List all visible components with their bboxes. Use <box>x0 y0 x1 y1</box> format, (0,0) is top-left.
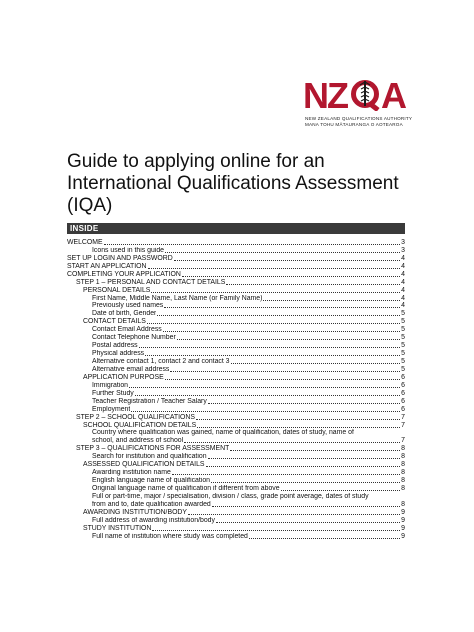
toc-entry-label: SET UP LOGIN AND PASSWORD <box>67 254 173 262</box>
toc-page-number: 4 <box>401 302 405 310</box>
toc-entry[interactable] <box>67 303 405 311</box>
toc-dot-leader <box>208 403 400 404</box>
toc-entry[interactable] <box>67 374 405 382</box>
toc-entry[interactable] <box>67 406 405 414</box>
toc-entry-label: START AN APPLICATION <box>67 262 147 270</box>
toc-entry-label: STEP 2 – SCHOOL QUALIFICATIONS <box>76 413 195 421</box>
toc-dot-leader <box>129 387 400 388</box>
toc-dot-leader <box>172 474 400 475</box>
logo-q-emblem-icon <box>351 79 381 111</box>
toc-entry[interactable] <box>67 390 405 398</box>
toc-page-number: 8 <box>401 453 405 461</box>
toc-entry-label: Awarding institution name <box>92 469 171 477</box>
toc-dot-leader <box>206 466 401 467</box>
toc-page-number: 4 <box>401 286 405 294</box>
toc-entry-label-continued: school, and address of school <box>92 437 184 445</box>
toc-entry-label: Date of birth, Gender <box>92 310 157 318</box>
toc-entry[interactable] <box>67 453 405 461</box>
toc-entry-label: Teacher Registration / Teacher Salary <box>92 397 207 405</box>
logo-letter-n: N <box>303 75 330 116</box>
toc-entry-label: COMPLETING YOUR APPLICATION <box>67 270 181 278</box>
toc-entry-label: Alternative email address <box>92 365 170 373</box>
toc-dot-leader <box>263 300 400 301</box>
toc-entry[interactable] <box>67 334 405 342</box>
toc-page-number: 8 <box>401 445 405 453</box>
toc-entry-label: Contact Telephone Number <box>92 334 176 342</box>
toc-entry-continued[interactable] <box>67 501 405 509</box>
toc-entry[interactable] <box>67 326 405 334</box>
toc-entry-label: Country where qualification was gained, name of qualification, dates of study, name of <box>92 429 354 437</box>
toc-page-number: 8 <box>401 469 405 477</box>
toc-entry[interactable] <box>67 358 405 366</box>
toc-page-number: 5 <box>401 318 405 326</box>
toc-dot-leader <box>196 419 400 420</box>
toc-entry[interactable] <box>67 493 405 501</box>
toc-entry[interactable] <box>67 430 405 438</box>
toc-entry[interactable] <box>67 366 405 374</box>
logo-wordmark <box>303 75 413 116</box>
toc-page-number: 8 <box>401 500 405 508</box>
toc-entry-label: Full name of institution where study was completed <box>92 532 248 540</box>
toc-dot-leader <box>281 490 401 491</box>
toc-page-number: 6 <box>401 397 405 405</box>
toc-dot-leader <box>165 252 400 253</box>
toc-page-number: 6 <box>401 373 405 381</box>
toc-page-number: 9 <box>401 532 405 540</box>
toc-entry-label: Search for institution and qualification <box>92 453 207 461</box>
toc-dot-leader <box>177 339 400 340</box>
toc-entry-label: Full address of awarding institution/body <box>92 516 215 524</box>
toc-page-number: 9 <box>401 524 405 532</box>
toc-entry[interactable] <box>67 398 405 406</box>
toc-dot-leader <box>147 323 400 324</box>
toc-page-number: 4 <box>401 278 405 286</box>
toc-page-number: 4 <box>401 294 405 302</box>
toc-page-number: 7 <box>401 421 405 429</box>
toc-dot-leader <box>157 315 400 316</box>
toc-entry[interactable] <box>67 263 405 271</box>
toc-page-number: 5 <box>401 365 405 373</box>
toc-entry[interactable] <box>67 469 405 477</box>
toc-page-number: 5 <box>401 310 405 318</box>
toc-page-number: 5 <box>401 358 405 366</box>
toc-page-number: 5 <box>401 334 405 342</box>
toc-entry[interactable] <box>67 477 405 485</box>
inside-section-bar <box>67 223 405 234</box>
toc-entry-label: English language name of qualification <box>92 477 210 485</box>
toc-entry-label: Full or part-time, major / specialisation, division / class, grade point average, dates of study <box>92 492 369 500</box>
toc-entry-label: First Name, Middle Name, Last Name (or Family Name) <box>92 294 263 302</box>
toc-dot-leader <box>212 506 400 507</box>
toc-entry[interactable] <box>67 287 405 295</box>
logo-tagline-english: NEW ZEALAND QUALIFICATIONS AUTHORITY <box>305 116 413 121</box>
toc-entry[interactable] <box>67 247 405 255</box>
toc-entry[interactable] <box>67 279 405 287</box>
toc-entry-label: Immigration <box>92 381 128 389</box>
logo-letter-a: A <box>381 75 408 116</box>
toc-dot-leader <box>182 276 400 277</box>
toc-entry-label: Original language name of qualification if different from above <box>92 485 280 493</box>
toc-entry[interactable] <box>67 485 405 493</box>
toc-entry-label: STUDY INSTITUTION <box>83 524 152 532</box>
toc-page-number: 4 <box>401 262 405 270</box>
toc-entry-label: Contact Email Address <box>92 326 162 334</box>
toc-dot-leader <box>148 268 401 269</box>
toc-page-number: 4 <box>401 254 405 262</box>
toc-entry-label: Employment <box>92 405 131 413</box>
toc-entry[interactable] <box>67 239 405 247</box>
toc-entry-label: SCHOOL QUALIFICATION DETAILS <box>83 421 197 429</box>
toc-dot-leader <box>230 450 400 451</box>
toc-page-number: 3 <box>401 238 405 246</box>
inside-label: INSIDE <box>70 224 99 233</box>
toc-entry[interactable] <box>67 525 405 533</box>
toc-page-number: 7 <box>401 413 405 421</box>
toc-dot-leader <box>152 530 400 531</box>
toc-entry-label-continued: from and to, date qualification awarded <box>92 500 211 508</box>
toc-entry-label: Icons used in this guide <box>92 246 165 254</box>
toc-dot-leader <box>197 427 400 428</box>
toc-entry[interactable] <box>67 445 405 453</box>
toc-entry-label: Further Study <box>92 389 134 397</box>
toc-dot-leader <box>164 307 400 308</box>
toc-page-number: 6 <box>401 405 405 413</box>
toc-entry-label: STEP 3 – QUALIFICATIONS FOR ASSESSMENT <box>76 445 230 453</box>
toc-page-number: 6 <box>401 389 405 397</box>
toc-dot-leader <box>151 292 400 293</box>
toc-entry[interactable] <box>67 422 405 430</box>
toc-entry[interactable] <box>67 295 405 303</box>
toc-dot-leader <box>139 347 401 348</box>
toc-page-number: 9 <box>401 516 405 524</box>
toc-page-number: 8 <box>401 485 405 493</box>
toc-page-number: 7 <box>401 437 405 445</box>
toc-entry[interactable] <box>67 461 405 469</box>
toc-entry[interactable] <box>67 342 405 350</box>
toc-dot-leader <box>216 522 400 523</box>
toc-entry[interactable] <box>67 271 405 279</box>
toc-entry-label: STEP 1 – PERSONAL AND CONTACT DETAILS <box>76 278 226 286</box>
toc-dot-leader <box>145 355 400 356</box>
toc-page-number: 8 <box>401 461 405 469</box>
toc-page-number: 9 <box>401 508 405 516</box>
toc-entry-label: APPLICATION PURPOSE <box>83 373 164 381</box>
toc-entry[interactable] <box>67 350 405 358</box>
logo-tagline-maori: MANA TOHU MĀTAURANGA O AOTEAROA <box>305 122 403 127</box>
toc-dot-leader <box>170 371 400 372</box>
toc-dot-leader <box>163 331 400 332</box>
toc-dot-leader <box>135 395 400 396</box>
toc-page-number: 5 <box>401 350 405 358</box>
toc-dot-leader <box>184 442 400 443</box>
document-title: Guide to applying online for an International Qualifications Assessment (IQA) <box>67 151 399 216</box>
toc-entry[interactable] <box>67 255 405 263</box>
toc-entry-label: PERSONAL DETAILS <box>83 286 151 294</box>
toc-dot-leader <box>165 379 400 380</box>
toc-entry-label: Postal address <box>92 342 138 350</box>
toc-entry[interactable] <box>67 310 405 318</box>
toc-entry-label: AWARDING INSTITUTION/BODY <box>83 508 187 516</box>
toc-dot-leader <box>174 260 400 261</box>
toc-entry-label: Previously used names <box>92 302 164 310</box>
toc-entry-label: Physical address <box>92 350 145 358</box>
toc-entry-label: ASSESSED QUALIFICATION DETAILS <box>83 461 205 469</box>
toc-page-number: 5 <box>401 326 405 334</box>
toc-page-number: 8 <box>401 477 405 485</box>
toc-entry[interactable] <box>67 318 405 326</box>
table-of-contents <box>67 239 405 541</box>
toc-page-number: 3 <box>401 246 405 254</box>
toc-entry[interactable] <box>67 509 405 517</box>
nzqa-logo <box>303 75 413 128</box>
toc-page-number: 6 <box>401 381 405 389</box>
toc-dot-leader <box>226 284 400 285</box>
toc-dot-leader <box>249 538 400 539</box>
toc-entry-label: WELCOME <box>67 238 103 246</box>
logo-letter-z: Z <box>327 75 350 116</box>
toc-page-number: 4 <box>401 270 405 278</box>
toc-dot-leader <box>131 411 400 412</box>
toc-page-number: 5 <box>401 342 405 350</box>
toc-entry[interactable] <box>67 382 405 390</box>
toc-entry[interactable] <box>67 414 405 422</box>
toc-entry[interactable] <box>67 517 405 525</box>
toc-entry[interactable] <box>67 533 405 541</box>
toc-entry-label: CONTACT DETAILS <box>83 318 146 326</box>
toc-dot-leader <box>188 514 400 515</box>
toc-dot-leader <box>208 458 401 459</box>
toc-entry-continued[interactable] <box>67 437 405 445</box>
toc-dot-leader <box>211 482 400 483</box>
toc-entry-label: Alternative contact 1, contact 2 and contact 3 <box>92 358 230 366</box>
toc-dot-leader <box>104 244 401 245</box>
toc-dot-leader <box>231 363 401 364</box>
